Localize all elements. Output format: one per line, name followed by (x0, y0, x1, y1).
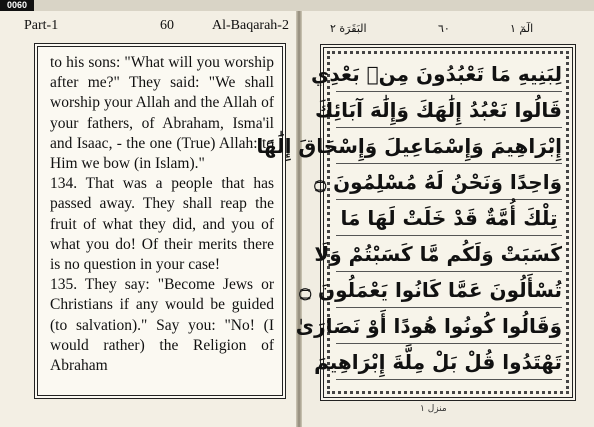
book-spine (296, 11, 302, 427)
arabic-line: تِلْكَ أُمَّةٌ قَدْ خَلَتْ لَهَا مَا (336, 202, 562, 236)
arabic-line: لِبَنِيهِ مَا تَعْبُدُونَ مِنۢ بَعْدِي (336, 58, 562, 92)
arabic-line: وَقَالُوا كُونُوا هُودًا أَوْ نَصَارَىٰ (336, 310, 562, 344)
arabic-line: قَالُوا نَعْبُدُ إِلَٰهَكَ وَإِلَٰهَ آبَائِكَ (336, 94, 562, 128)
right-header-page-number: ٦٠ (438, 22, 450, 35)
arabic-line: كَسَبَتْ وَلَكُم مَّا كَسَبْتُمْ وَلَا (336, 238, 562, 272)
right-header-part: الٓمٓ ١ (510, 22, 534, 35)
arabic-line: تَهْتَدُوا قُلْ بَلْ مِلَّةَ إِبْرَاهِيمَ (336, 346, 562, 380)
arabic-line: وَاحِدًا وَنَحْنُ لَهُ مُسْلِمُونَ ۝ (336, 166, 562, 200)
right-header-surah: البَقَرَة ٢ (330, 22, 367, 35)
left-header-surah: Al-Baqarah-2 (212, 18, 289, 33)
arabic-line: إِبْرَاهِيمَ وَإِسْمَاعِيلَ وَإِسْحَاقَ إِلَٰهًا (336, 130, 562, 164)
translation-text (50, 53, 274, 376)
translation-paragraph: to his sons: "What will you worship after me?" They said: "We shall worship your Allah and the Allah of your fathers, of Abraham, Isma'il and Isaac, - the one (True) Allah: to Him we bow (in Islam)." (50, 54, 274, 173)
right-footer-manzil: منزل ١ (420, 404, 447, 414)
scan-id-label: 0060 (0, 0, 34, 11)
translation-paragraph: 134. That was a people that has passed away. They shall reap the fruit of what they did, and you of what you do! Of their merits there is no question in your case! (50, 175, 274, 274)
left-header-part: Part-1 (24, 18, 59, 33)
arabic-line: تُسْأَلُونَ عَمَّا كَانُوا يَعْمَلُونَ ۝ (336, 274, 562, 308)
translation-paragraph: 135. They say: "Become Jews or Christians if any would be guided (to salvation)." Say you: "No! (I would rather) the Religion of Abraham (50, 276, 274, 375)
translation-frame (34, 43, 286, 399)
left-header-page-number: 60 (160, 18, 174, 33)
arabic-frame (256, 44, 576, 401)
